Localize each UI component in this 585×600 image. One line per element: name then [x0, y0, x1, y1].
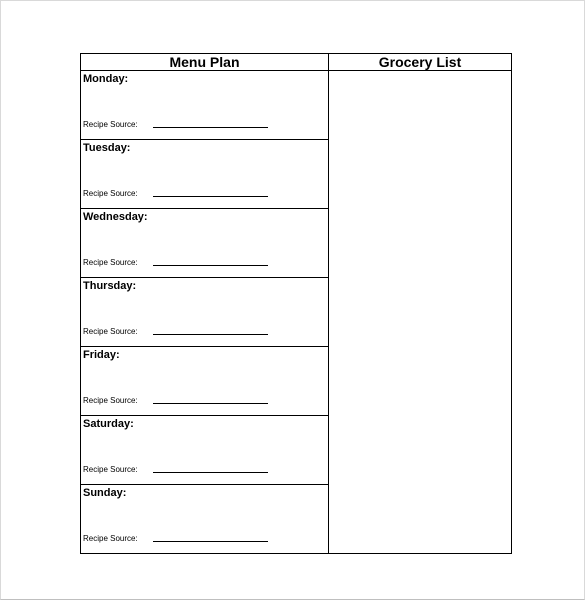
day-row-sunday	[81, 485, 328, 553]
recipe-source-label: Recipe Source:	[83, 120, 138, 129]
grocery-list-header: Grocery List	[329, 54, 511, 71]
recipe-source-line[interactable]	[153, 472, 268, 473]
grocery-list-column[interactable]	[329, 54, 511, 553]
recipe-source-label: Recipe Source:	[83, 534, 138, 543]
recipe-source-label: Recipe Source:	[83, 327, 138, 336]
menu-grocery-table	[80, 53, 512, 554]
day-label: Tuesday:	[83, 142, 131, 154]
day-label: Thursday:	[83, 280, 137, 292]
recipe-source-label: Recipe Source:	[83, 189, 138, 198]
recipe-source-line[interactable]	[153, 403, 268, 404]
day-row-monday	[81, 71, 328, 140]
day-label: Wednesday:	[83, 211, 148, 223]
day-row-friday	[81, 347, 328, 416]
day-label: Sunday:	[83, 487, 127, 499]
menu-plan-header: Menu Plan	[81, 54, 328, 71]
day-label: Friday:	[83, 349, 120, 361]
day-row-saturday	[81, 416, 328, 485]
day-row-wednesday	[81, 209, 328, 278]
day-row-thursday	[81, 278, 328, 347]
recipe-source-line[interactable]	[153, 265, 268, 266]
menu-plan-column	[81, 54, 329, 553]
recipe-source-line[interactable]	[153, 334, 268, 335]
day-row-tuesday	[81, 140, 328, 209]
day-label: Monday:	[83, 73, 129, 85]
recipe-source-label: Recipe Source:	[83, 258, 138, 267]
recipe-source-line[interactable]	[153, 127, 268, 128]
recipe-source-label: Recipe Source:	[83, 396, 138, 405]
recipe-source-line[interactable]	[153, 541, 268, 542]
recipe-source-label: Recipe Source:	[83, 465, 138, 474]
recipe-source-line[interactable]	[153, 196, 268, 197]
day-label: Saturday:	[83, 418, 134, 430]
